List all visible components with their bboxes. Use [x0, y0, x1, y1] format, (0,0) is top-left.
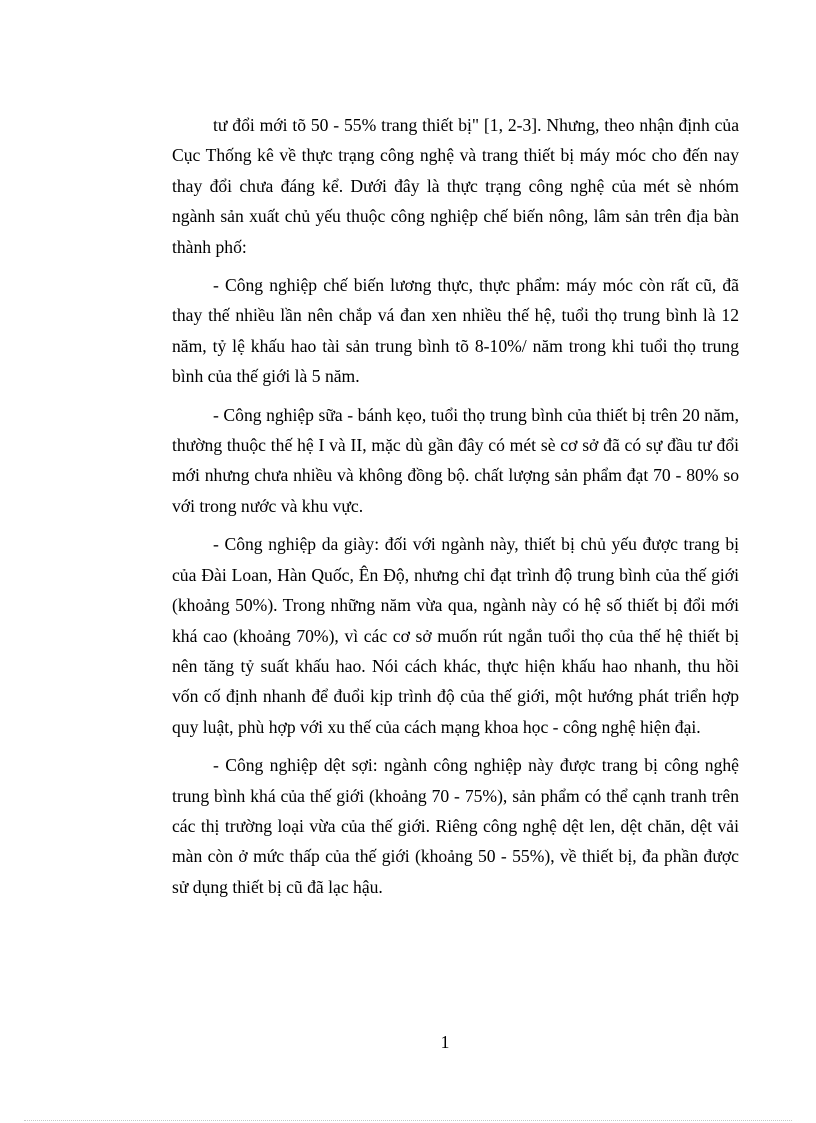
paragraph-leather-footwear: - Công nghiệp da giày: đối với ngành này, thiết bị chủ yếu được trang bị của Đài Loan, Hàn Quốc, Ên Độ, nhưng chỉ đạt trình độ trung bình của thế giới (khoảng 50%). Trong những năm vừa qua, ngành này có hệ số thiết bị đổi mới khá cao (khoảng 70%), vì các cơ sở muốn rút ngắn tuổi thọ của thế hệ thiết bị nên tăng tỷ suất khấu hao. Nói cách khác, thực hiện khấu hao nhanh, thu hồi vốn cố định nhanh để đuổi kịp trình độ của thế giới, một hướng phát triển hợp quy luật, phù hợp với xu thế của cách mạng khoa học - công nghệ hiện đại.: [172, 534, 739, 737]
paragraph-textile: - Công nghiệp dệt sợi: ngành công nghiệp này được trang bị công nghệ trung bình khá của thế giới (khoảng 70 - 75%), sản phẩm có thể cạnh tranh trên các thị trường loại vừa của thế giới. Riêng công nghệ dệt len, dệt chăn, dệt vải màn còn ở mức thấp của thế giới (khoảng 50 - 55%), về thiết bị, đa phần được sử dụng thiết bị cũ đã lạc hậu.: [172, 755, 739, 897]
body-text: [172, 110, 739, 910]
paragraph-food-processing: - Công nghiệp chế biến lương thực, thực phẩm: máy móc còn rất cũ, đã thay thế nhiều lần nên chắp vá đan xen nhiều thế hệ, tuổi thọ trung bình là 12 năm, tỷ lệ khấu hao tài sản trung bình tõ 8-10%/ năm trong khi tuổi thọ trung bình của thế giới là 5 năm.: [172, 275, 739, 387]
paragraph-dairy-confectionery: - Công nghiệp sữa - bánh kẹo, tuổi thọ trung bình của thiết bị trên 20 năm, thường thuộc thế hệ I và II, mặc dù gần đây có mét sè cơ sở đã có sự đầu tư đổi mới nhưng chưa nhiều và không đồng bộ. chất lượng sản phẩm đạt 70 - 80% so với trong nước và khu vực.: [172, 404, 739, 516]
paragraph-intro: tư đổi mới tõ 50 - 55% trang thiết bị" [1, 2-3]. Nhưng, theo nhận định của Cục Thống kê về thực trạng công nghệ và trang thiết bị máy móc cho đến nay thay đổi chưa đáng kể. Dưới đây là thực trạng công nghệ của mét sè nhóm ngành sản xuất chủ yếu thuộc công nghiệp chế biến nông, lâm sản trên địa bàn thành phố:: [172, 115, 739, 257]
page-bottom-divider: [24, 1120, 792, 1121]
page-number: 1: [440, 1032, 450, 1052]
